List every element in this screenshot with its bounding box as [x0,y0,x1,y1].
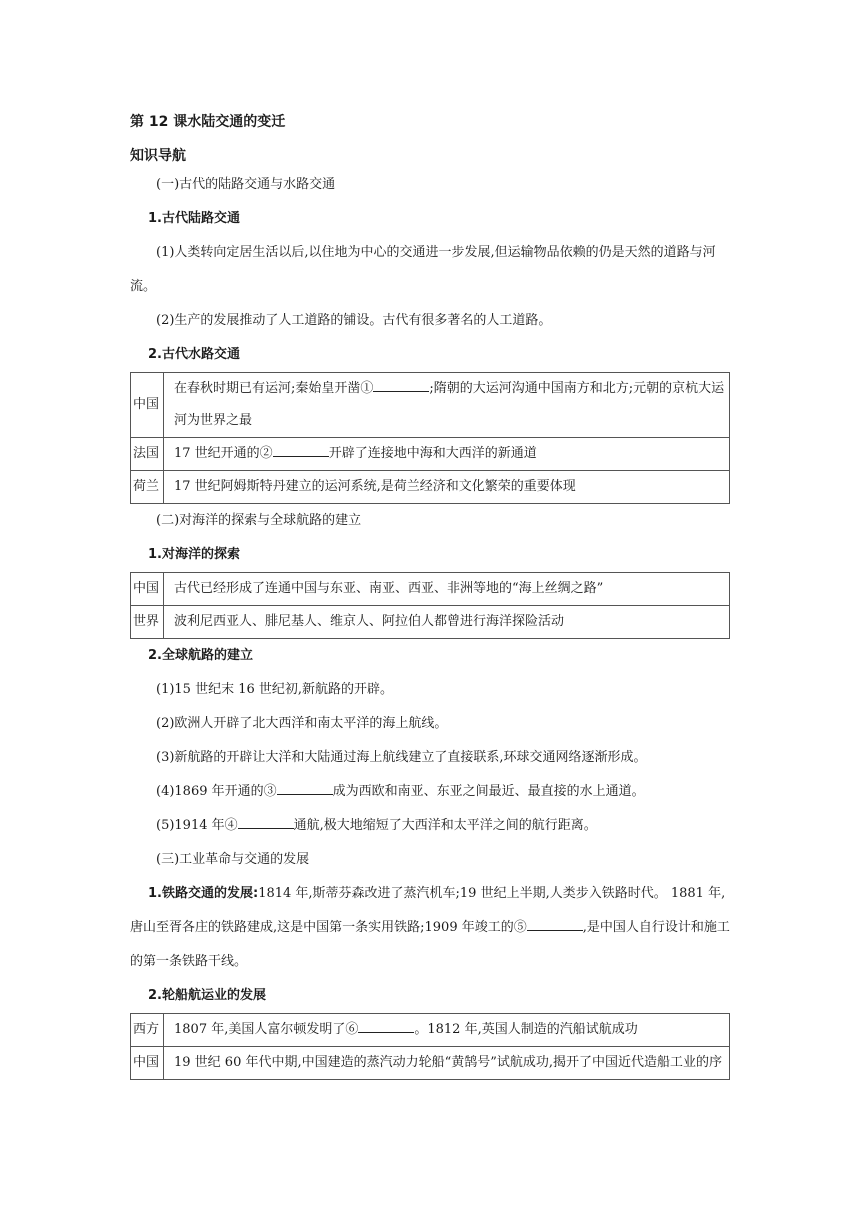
row-key: 西方 [131,1014,164,1047]
para-text: 成为西欧和南亚、东亚之间最近、最直接的水上通道。 [332,784,645,799]
section1-p1b: 流。 [130,279,157,294]
cell-text: 在春秋时期已有运河;秦始皇开凿① [174,381,374,396]
para-text: (4)1869 年开通的③ [156,784,277,799]
row-value: 古代已经形成了连通中国与东亚、南亚、西亚、非洲等地的“海上丝绸之路” [164,573,730,606]
section1-heading: (一)古代的陆路交通与水路交通 [156,177,336,192]
cell-text: 17 世纪开通的② [174,446,273,461]
section1-sub2: 2.古代水路交通 [148,347,240,362]
answer-blank-6[interactable] [358,1018,414,1033]
row-key: 荷兰 [131,471,164,504]
cell-text: 开辟了连接地中海和大西洋的新通道 [328,446,537,461]
table-row [131,373,730,438]
table-row [131,1047,730,1080]
para-text: 1814 年,斯蒂芬森改进了蒸汽机车;19 世纪上半期,人类步入铁路时代。 1881 年, [258,886,726,901]
row-key: 中国 [131,573,164,606]
row-value: 19 世纪 60 年代中期,中国建造的蒸汽动力轮船“黄鹄号”试航成功,揭开了中国近代造船工业的序 [164,1047,730,1080]
section2-sub1: 1.对海洋的探索 [148,547,240,562]
section-heading: 知识导航 [130,148,186,164]
section2-p3: (3)新航路的开辟让大洋和大陆通过海上航线建立了直接联系,环球交通网络逐渐形成。 [156,750,647,765]
answer-blank-4[interactable] [238,814,294,829]
answer-blank-2[interactable] [273,442,329,457]
table-row [131,471,730,504]
lesson-title: 第 12 课水陆交通的变迁 [130,114,286,130]
section2-p2: (2)欧洲人开辟了北大西洋和南太平洋的海上航线。 [156,716,448,731]
section1-sub1: 1.古代陆路交通 [148,211,240,226]
section1-p1 [130,236,730,270]
cell-text: 。1812 年,英国人制造的汽船试航成功 [414,1022,638,1037]
para-text: ,是中国人自行设计和施工 [582,920,730,935]
section2-p1: (1)15 世纪末 16 世纪初,新航路的开辟。 [156,682,394,697]
row-value [164,373,730,438]
answer-blank-1[interactable] [373,377,429,392]
section3-heading: (三)工业革命与交通的发展 [156,852,310,867]
answer-blank-5[interactable] [527,916,583,931]
rail-paragraph-3: 的第一条铁路干线。 [130,954,248,969]
shipping-table [130,1013,730,1080]
section1-p1a: (1)人类转向定居生活以后,以住地为中心的交通进一步发展,但运输物品依赖的仍是天然的道路与河 [156,245,716,260]
document-content [130,110,730,1080]
cell-text: ;隋朝的大运河沟通中国南方和北方;元朝的京杭大运 [429,381,725,396]
row-key: 法国 [131,438,164,471]
table-row [131,1014,730,1047]
para-text: 唐山至胥各庄的铁路建成,这是中国第一条实用铁路;1909 年竣工的⑤ [130,920,527,935]
rail-paragraph-2 [130,911,730,945]
ocean-exploration-table [130,572,730,639]
row-key: 中国 [131,1047,164,1080]
row-value: 波利尼西亚人、腓尼基人、维京人、阿拉伯人都曾进行海洋探险活动 [164,606,730,639]
row-key: 世界 [131,606,164,639]
section3-sub2: 2.轮船航运业的发展 [148,988,266,1003]
row-value [164,1014,730,1047]
row-value [164,438,730,471]
answer-blank-3[interactable] [277,780,333,795]
section2-p4 [130,775,730,809]
section2-sub2: 2.全球航路的建立 [148,648,253,663]
section2-p5 [130,809,730,843]
section2-heading: (二)对海洋的探索与全球航路的建立 [156,513,362,528]
rail-label: 1.铁路交通的发展: [148,886,259,901]
row-value: 17 世纪阿姆斯特丹建立的运河系统,是荷兰经济和文化繁荣的重要体现 [164,471,730,504]
cell-text: 河为世界之最 [174,413,253,428]
section1-p2: (2)生产的发展推动了人工道路的铺设。古代有很多著名的人工道路。 [156,313,552,328]
rail-paragraph [130,877,730,911]
para-text: 通航,极大地缩短了大西洋和太平洋之间的航行距离。 [293,818,597,833]
para-text: (5)1914 年④ [156,818,238,833]
table-row [131,573,730,606]
row-key: 中国 [131,373,164,438]
table-row [131,606,730,639]
water-transport-table [130,372,730,504]
cell-text: 1807 年,美国人富尔顿发明了⑥ [174,1022,359,1037]
table-row [131,438,730,471]
